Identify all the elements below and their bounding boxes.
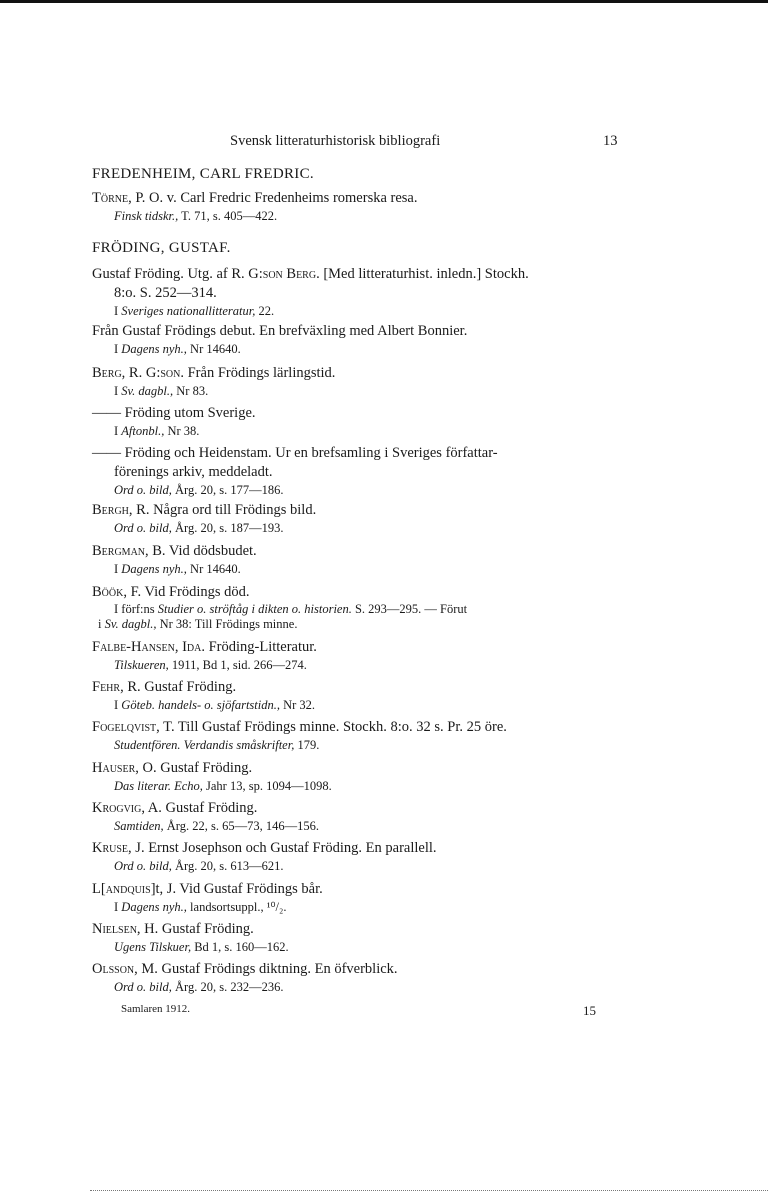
bibliography-entry: Olsson, M. Gustaf Frödings diktning. En öfverblick. Ord o. bild, Årg. 20, s. 232—236. <box>92 961 398 994</box>
bibliography-entry: Berg, R. G:son. Från Frödings lärlingstid. I Sv. dagbl., Nr 83. <box>92 365 336 398</box>
footer-signature: Samlaren 1912. <box>121 1003 191 1015</box>
bibliography-entry: Fogelqvist, T. Till Gustaf Frödings minne. Stockh. 8:o. 32 s. Pr. 25 öre. Studentfören. Verdandis småskrifter, 179. <box>92 719 507 752</box>
bibliography-entry: Böök, F. Vid Frödings död. I förf:ns Studier o. ströftåg i dikten o. historien. S. 293—295. — Förut i Sv. dagbl., Nr 38: Till Frödings minne. <box>92 584 468 631</box>
bibliography-entry: Krogvig, A. Gustaf Fröding. Samtiden, Årg. 22, s. 65—73, 146—156. <box>92 800 319 833</box>
bibliography-entry: Törne, P. O. v. Carl Fredric Fredenheims romerska resa. Finsk tidskr., T. 71, s. 405—422. <box>92 190 418 223</box>
bibliography-entry: Gustaf Fröding. Utg. af R. G:son Berg. [Med litteraturhist. inledn.] Stockh. 8:o. S. 252—314. I Sveriges nationallitteratur, 22. <box>92 266 529 318</box>
running-title: Svensk litteraturhistorisk bibliografi <box>230 133 441 149</box>
footer-signature-number: 15 <box>583 1003 596 1018</box>
section-heading: FREDENHEIM, CARL FREDRIC. <box>92 166 314 182</box>
bibliography-entry: —— Fröding utom Sverige. I Aftonbl., Nr 38. <box>92 405 256 438</box>
bibliography-entry: Hauser, O. Gustaf Fröding. Das literar. Echo, Jahr 13, sp. 1094—1098. <box>92 760 332 793</box>
section-heading: FRÖDING, GUSTAF. <box>92 240 231 256</box>
bibliography-entry: Falbe-Hansen, Ida. Fröding-Litteratur. Tilskueren, 1911, Bd 1, sid. 266—274. <box>92 639 317 672</box>
bibliography-entry: Kruse, J. Ernst Josephson och Gustaf Fröding. En parallell. Ord o. bild, Årg. 20, s. 613—621. <box>92 840 437 873</box>
bibliography-entry: —— Fröding och Heidenstam. Ur en brefsamling i Sveriges författar- förenings arkiv, meddeladt. Ord o. bild, Årg. 20, s. 177—186. <box>92 445 498 497</box>
bibliography-entry: L[andquis]t, J. Vid Gustaf Frödings bår. I Dagens nyh., landsortsuppl., ¹⁰/₂. <box>92 881 323 914</box>
bibliography-entry: Bergman, B. Vid dödsbudet. I Dagens nyh., Nr 14640. <box>92 543 257 576</box>
bibliography-entry: Fehr, R. Gustaf Fröding. I Göteb. handels- o. sjöfartstidn., Nr 32. <box>92 679 316 712</box>
bottom-border <box>90 1190 768 1192</box>
page-number: 13 <box>603 133 618 149</box>
bibliography-entry: Från Gustaf Frödings debut. En brefväxling med Albert Bonnier. I Dagens nyh., Nr 14640. <box>92 323 468 356</box>
bibliography-entry: Bergh, R. Några ord till Frödings bild. Ord o. bild, Årg. 20, s. 187—193. <box>92 502 317 535</box>
bibliography-entry: Nielsen, H. Gustaf Fröding. Ugens Tilskuer, Bd 1, s. 160—162. <box>92 921 289 954</box>
